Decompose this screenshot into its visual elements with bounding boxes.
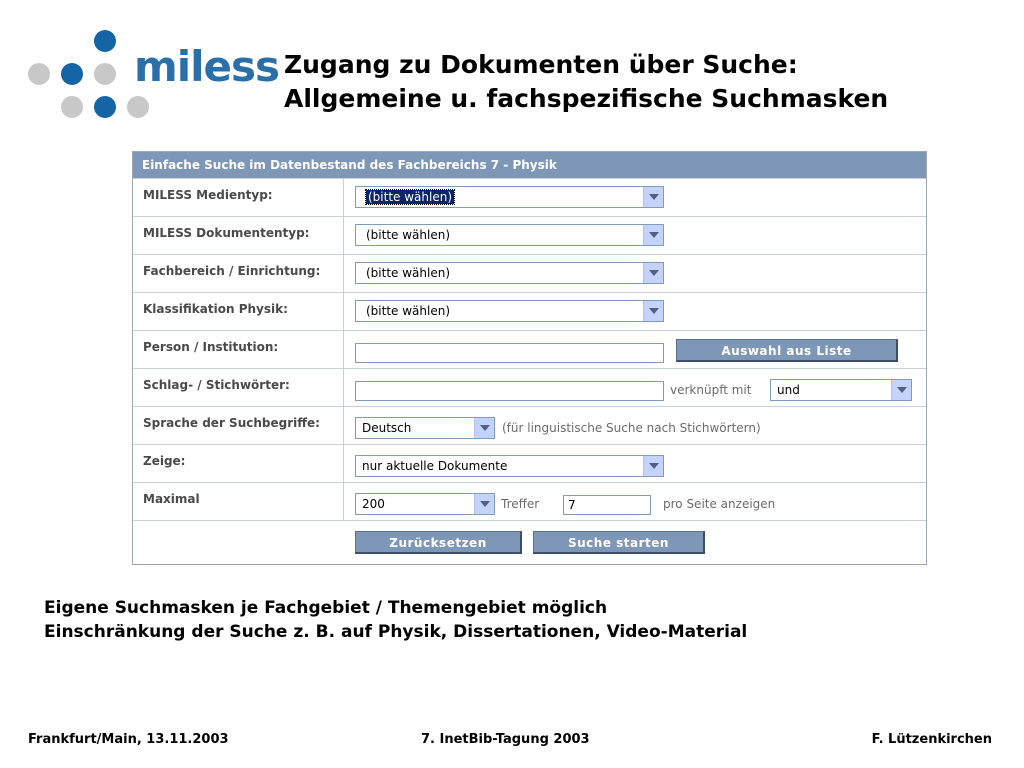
medientyp-value: (bitte wählen) — [368, 190, 453, 204]
logo-dot — [94, 96, 116, 118]
stichwoerter-input[interactable] — [355, 381, 664, 401]
logo-wordmark: miless — [134, 42, 280, 91]
klassifikation-value: (bitte wählen) — [366, 304, 451, 318]
sprache-select[interactable] — [355, 417, 495, 439]
zeige-label: Zeige: — [133, 445, 344, 483]
footer-right: F. Lützenkirchen — [871, 732, 992, 747]
sprache-value: Deutsch — [362, 421, 412, 435]
miless-logo — [28, 30, 280, 122]
row-fachbereich — [133, 254, 926, 293]
row-medientyp — [133, 178, 926, 217]
person-label: Person / Institution: — [133, 331, 344, 369]
row-person — [133, 330, 926, 369]
form-header: Einfache Suche im Datenbestand des Fachbereichs 7 - Physik — [133, 152, 926, 178]
logo-dot — [28, 63, 50, 85]
title-line-1: Zugang zu Dokumenten über Suche: — [284, 50, 798, 79]
maximal-value: 200 — [362, 497, 385, 511]
chevron-down-icon[interactable] — [643, 456, 663, 476]
logo-dot — [127, 96, 149, 118]
klassifikation-select[interactable] — [355, 300, 664, 322]
reset-button[interactable]: Zurücksetzen — [355, 531, 522, 554]
row-dokumententyp — [133, 216, 926, 255]
chevron-down-icon[interactable] — [891, 380, 911, 400]
per-page-input[interactable]: 7 — [563, 495, 651, 515]
search-button[interactable]: Suche starten — [533, 531, 705, 554]
description-line-1: Eigene Suchmasken je Fachgebiet / Themengebiet möglich — [44, 598, 608, 618]
person-input[interactable] — [355, 343, 664, 363]
medientyp-select[interactable] — [355, 186, 664, 208]
row-zeige — [133, 444, 926, 483]
maximal-label: Maximal — [133, 483, 344, 521]
chevron-down-icon[interactable] — [474, 418, 494, 438]
dokumententyp-label: MILESS Dokumententyp: — [133, 217, 344, 255]
description-line-2: Einschränkung der Suche z. B. auf Physik, Dissertationen, Video-Material — [44, 622, 748, 642]
dokumententyp-value: (bitte wählen) — [366, 228, 451, 242]
footer-center: 7. InetBib-Tagung 2003 — [421, 732, 590, 747]
row-maximal — [133, 482, 926, 521]
logo-dot — [61, 63, 83, 85]
logo-dot — [61, 96, 83, 118]
footer-left: Frankfurt/Main, 13.11.2003 — [28, 732, 229, 747]
fachbereich-label: Fachbereich / Einrichtung: — [133, 255, 344, 293]
sprache-label: Sprache der Suchbegriffe: — [133, 407, 344, 445]
search-form-panel — [132, 151, 927, 565]
klassifikation-label: Klassifikation Physik: — [133, 293, 344, 331]
chevron-down-icon[interactable] — [474, 494, 494, 514]
slide-title — [284, 48, 888, 116]
chevron-down-icon[interactable] — [643, 263, 663, 283]
row-sprache — [133, 406, 926, 445]
stichwoerter-label: Schlag- / Stichwörter: — [133, 369, 344, 407]
treffer-label: Treffer — [501, 497, 540, 511]
fachbereich-value: (bitte wählen) — [366, 266, 451, 280]
fachbereich-select[interactable] — [355, 262, 664, 284]
logo-dot — [94, 30, 116, 52]
chevron-down-icon[interactable] — [643, 225, 663, 245]
title-line-2: Allgemeine u. fachspezifische Suchmasken — [284, 84, 889, 113]
description — [44, 596, 747, 644]
zeige-value: nur aktuelle Dokumente — [362, 459, 508, 473]
logo-dot — [94, 63, 116, 85]
dokumententyp-select[interactable] — [355, 224, 664, 246]
auswahl-aus-liste-button[interactable]: Auswahl aus Liste — [676, 339, 898, 362]
verknuepfung-value: und — [777, 383, 800, 397]
row-klassifikation — [133, 292, 926, 331]
chevron-down-icon[interactable] — [643, 301, 663, 321]
sprache-note: (für linguistische Suche nach Stichwörtern) — [502, 421, 761, 435]
zeige-select[interactable] — [355, 455, 664, 477]
chevron-down-icon[interactable] — [643, 187, 663, 207]
per-page-label: pro Seite anzeigen — [663, 497, 776, 511]
verknuepfung-select[interactable] — [770, 379, 912, 401]
verknuepft-label: verknüpft mit — [670, 383, 752, 397]
row-buttons — [133, 520, 926, 565]
medientyp-label: MILESS Medientyp: — [133, 179, 344, 217]
row-stichwoerter — [133, 368, 926, 407]
maximal-select[interactable] — [355, 493, 495, 515]
